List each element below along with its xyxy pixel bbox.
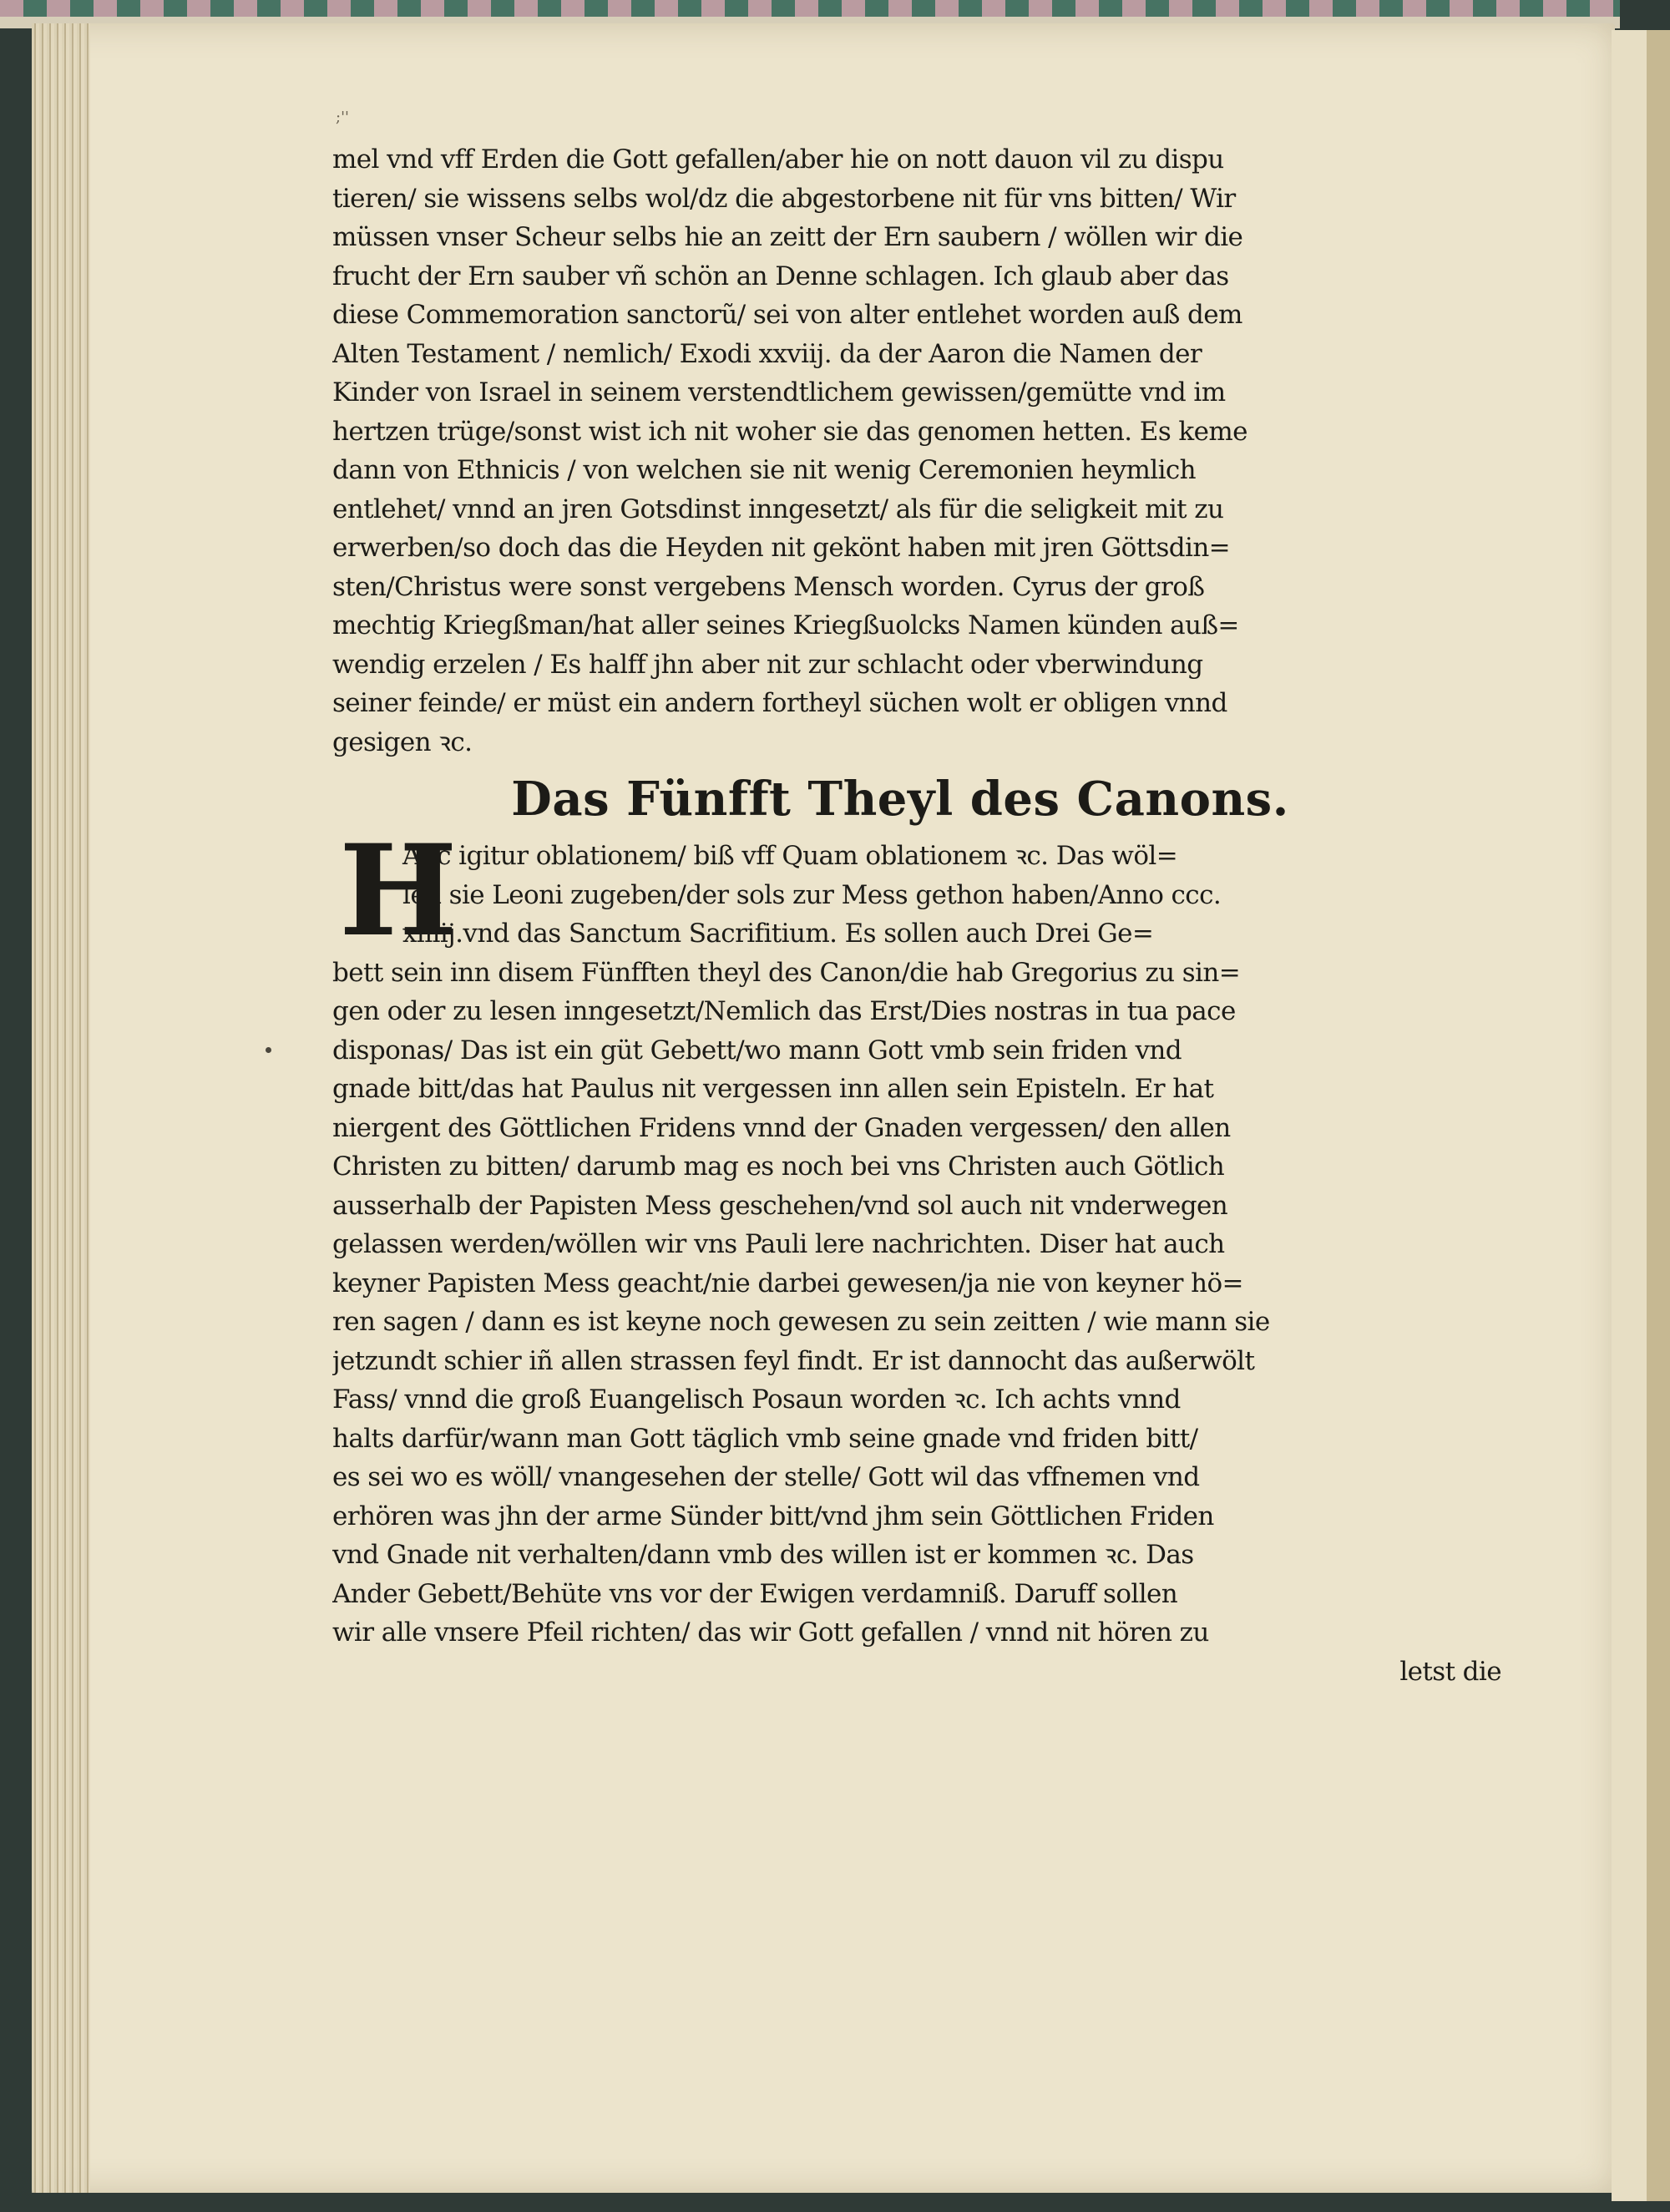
text-line: erwerben/so doch das die Heyden nit gekönt haben mit jren Göttsdin=: [332, 533, 1231, 563]
text-line: disponas/ Das ist ein güt Gebett/wo mann Gott vmb sein friden vnd: [332, 1035, 1182, 1066]
text-line: dann von Ethnicis / von welchen sie nit wenig Ceremonien heymlich: [332, 455, 1197, 485]
text-line: hertzen trüge/sonst wist ich nit woher sie das genomen hetten. Es keme: [332, 416, 1247, 447]
text-line: tieren/ sie wissens selbs wol/dz die abgestorbene nit für vns bitten/ Wir: [332, 183, 1236, 214]
text-line: erhören was jhn der arme Sünder bitt/vnd jhm sein Göttlichen Friden: [332, 1501, 1214, 1531]
text-line: keyner Papisten Mess geacht/nie darbei gewesen/ja nie von keyner hö=: [332, 1268, 1243, 1298]
text-line: wir alle vnsere Pfeil richten/ das wir Gott gefallen / vnnd nit hören zu: [332, 1617, 1209, 1648]
text-line: halts darfür/wann man Gott täglich vmb seine gnade vnd friden bitt/: [332, 1423, 1198, 1454]
facing-page-edge: [1612, 30, 1670, 2201]
text-line: Christen zu bitten/ darumb mag es noch bei vns Christen auch Götlich: [332, 1152, 1225, 1182]
book-page-edges-left: [32, 23, 90, 2193]
text-line: gelassen werden/wöllen wir vns Pauli lere nachrichten. Diser hat auch: [332, 1229, 1225, 1259]
text-block: [332, 140, 1501, 1691]
text-line: Anc igitur oblationem/ biß vff Quam oblationem ꝛc. Das wöl=: [402, 841, 1178, 871]
text-line: mechtig Kriegßman/hat aller seines Kriegßuolcks Namen künden auß=: [332, 610, 1239, 640]
text-line: diese Commemoration sanctorũ/ sei von alter entlehet worden auß dem: [332, 300, 1242, 330]
text-line: xliiij.vnd das Sanctum Sacrifitium. Es sollen auch Drei Ge=: [402, 919, 1154, 949]
catchword: letst die: [1399, 1656, 1501, 1687]
text-line: entlehet/ vnnd an jren Gotsdinst inngesetzt/ als für die seligkeit mit zu: [332, 494, 1224, 524]
ink-spot: [266, 1047, 271, 1053]
text-line: wendig erzelen / Es halff jhn aber nit zur schlacht oder vberwindung: [332, 649, 1203, 680]
text-line: es sei wo es wöll/ vnangesehen der stelle/ Gott wil das vffnemen vnd: [332, 1462, 1200, 1492]
text-line: bett sein inn disem Fünfften theyl des Canon/die hab Gregorius zu sin=: [332, 957, 1241, 988]
text-line: Ander Gebett/Behüte vns vor der Ewigen verdamniß. Daruff sollen: [332, 1578, 1178, 1609]
drop-initial: H: [339, 817, 458, 964]
text-line: vnd Gnade nit verhalten/dann vmb des willen ist er kommen ꝛc. Das: [332, 1540, 1194, 1570]
text-line: jetzundt schier iñ allen strassen feyl findt. Er ist dannocht das außerwölt: [332, 1345, 1255, 1376]
text-line: Kinder von Israel in seinem verstendtlichem gewissen/gemütte vnd im: [332, 377, 1226, 407]
text-line: müssen vnser Scheur selbs hie an zeitt der Ern saubern / wöllen wir die: [332, 222, 1243, 252]
text-line: gnade bitt/das hat Paulus nit vergessen inn allen sein Episteln. Er hat: [332, 1074, 1214, 1104]
text-line: gesigen ꝛc.: [332, 726, 473, 757]
text-line: ausserhalb der Papisten Mess geschehen/vnd sol auch nit vnderwegen: [332, 1190, 1228, 1221]
marginal-mark: ;'': [336, 109, 349, 126]
text-line: niergent des Göttlichen Fridens vnnd der Gnaden vergessen/ den allen: [332, 1112, 1231, 1143]
text-line: sten/Christus were sonst vergebens Mensch worden. Cyrus der groß: [332, 571, 1205, 602]
text-line: mel vnd vff Erden die Gott gefallen/aber hie on nott dauon vil zu dispu: [332, 144, 1224, 175]
section-heading: Das Fünfft Theyl des Canons.: [511, 772, 1289, 827]
text-line: gen oder zu lesen inngesetzt/Nemlich das Erst/Dies nostras in tua pace: [332, 996, 1236, 1026]
text-line: Alten Testament / nemlich/ Exodi xxviij. da der Aaron die Namen der: [332, 338, 1202, 369]
text-line: Fass/ vnnd die groß Euangelisch Posaun worden ꝛc. Ich achts vnnd: [332, 1384, 1181, 1415]
text-line: frucht der Ern sauber vñ schön an Denne schlagen. Ich glaub aber das: [332, 261, 1229, 291]
text-line: seiner feinde/ er müst ein andern fortheyl süchen wolt er obligen vnnd: [332, 688, 1227, 718]
paragraph-before-heading: [332, 140, 1501, 762]
paragraph-after-heading: [332, 817, 1501, 1653]
text-line: len sie Leoni zugeben/der sols zur Mess gethon haben/Anno ccc.: [402, 879, 1222, 910]
text-line: ren sagen / dann es ist keyne noch gewesen zu sein zeitten / wie mann sie: [332, 1307, 1270, 1337]
